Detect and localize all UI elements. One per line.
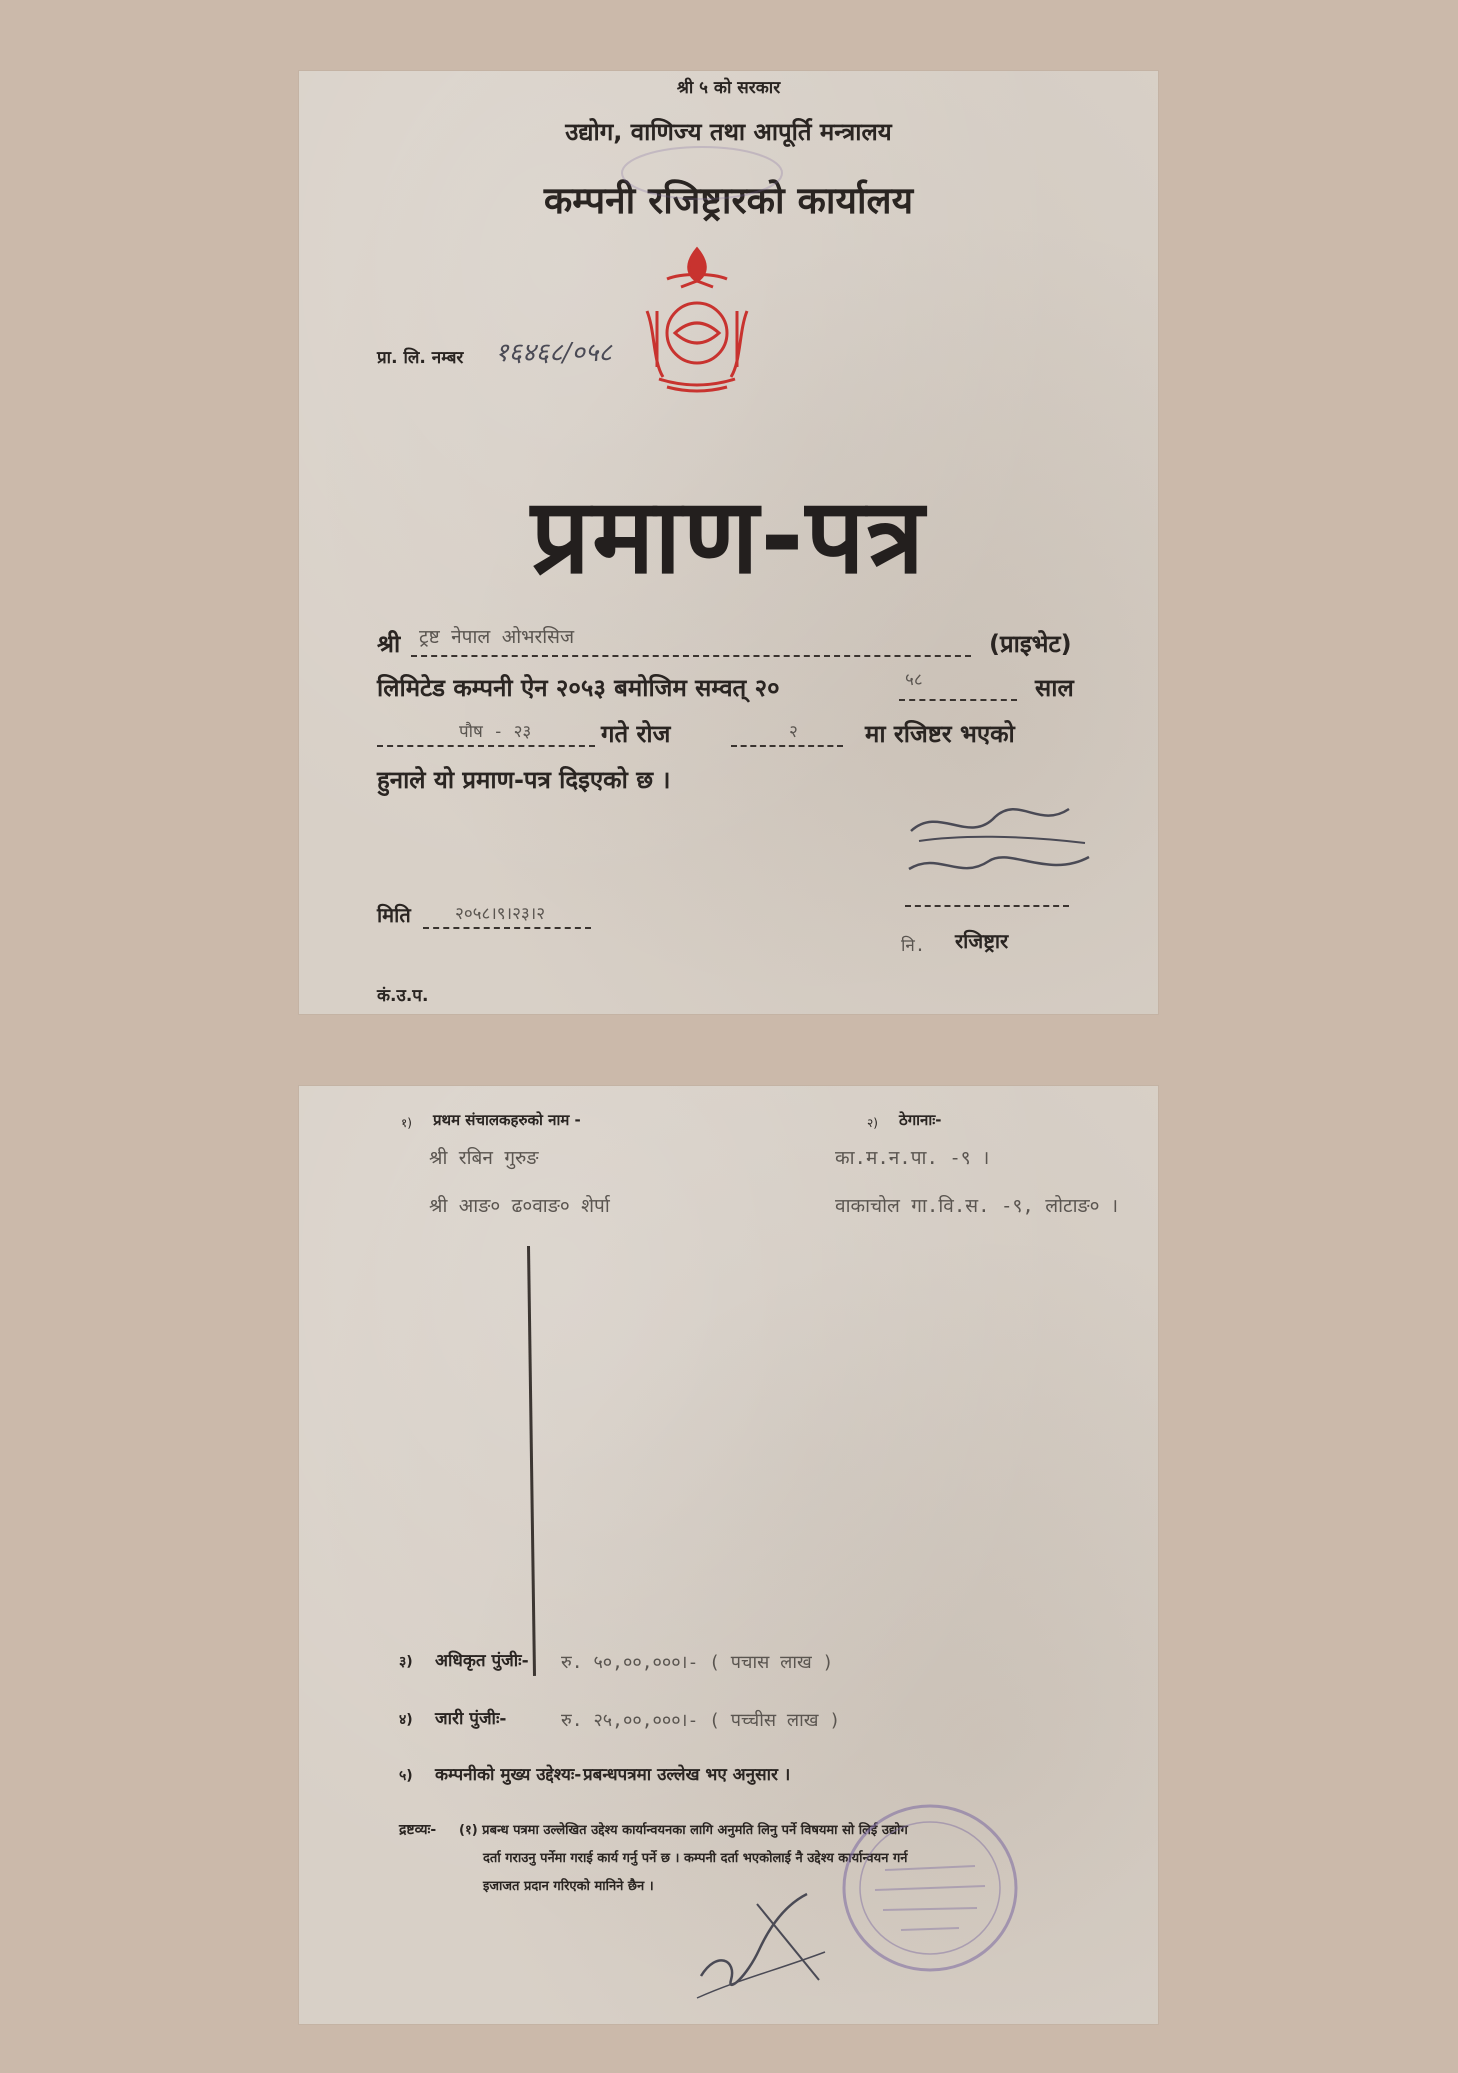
main-objective-value: प्रबन्धपत्रमा उल्लेख भए अनुसार । xyxy=(583,1765,791,1785)
form-code: कं.उ.प. xyxy=(377,986,429,1006)
handwritten-signature-icon xyxy=(687,1880,827,2004)
registrar-label: रजिष्ट्रार xyxy=(955,929,1009,953)
director-address: वाकाचोल गा.वि.स. -९, लोटाङ० । xyxy=(835,1195,1119,1217)
act-text: लिमिटेड कम्पनी ऐन २०५३ बमोजिम सम्वत् २० xyxy=(377,674,780,702)
weekday-value: २ xyxy=(789,722,798,742)
handwritten-margin-line xyxy=(527,1246,536,1676)
ministry-name: उद्योग, वाणिज्य तथा आपूर्ति मन्त्रालय xyxy=(565,118,892,146)
main-objective-label: कम्पनीको मुख्य उद्देश्यः- xyxy=(435,1765,582,1785)
year-value: ५८ xyxy=(905,670,923,690)
authorized-capital-value: रु. ५०,००,०००।- ( पचास लाख ) xyxy=(561,1652,834,1673)
government-line: श्री ५ को सरकार xyxy=(676,78,781,98)
private-label: (प्राइभेट) xyxy=(989,630,1072,658)
registrar-prefix: नि. xyxy=(901,936,926,956)
field-number: ४) xyxy=(399,1712,413,1728)
note-text: इजाजत प्रदान गरिएको मानिने छैन । xyxy=(483,1879,654,1894)
month-day-value: पौष - २३ xyxy=(459,722,532,742)
year-dotted-line xyxy=(899,699,1017,701)
field-number: ३) xyxy=(399,1654,413,1670)
certificate-page xyxy=(299,71,1158,1014)
director-name: श्री रबिन गुरुङ xyxy=(429,1147,539,1169)
national-emblem-icon xyxy=(637,241,757,393)
month-day-dotted-line xyxy=(377,745,595,747)
directors-label: प्रथम संचालकहरुको नाम - xyxy=(433,1111,581,1129)
registration-number-label: प्रा. लि. नम्बर xyxy=(377,348,464,368)
field-number: १) xyxy=(401,1116,412,1130)
registered-text: मा रजिष्टर भएको xyxy=(865,720,1015,748)
field-number: ५) xyxy=(399,1768,413,1784)
certificate-title: प्रमाण-पत्र xyxy=(530,475,927,597)
closing-text: हुनाले यो प्रमाण-पत्र दिइएको छ । xyxy=(377,766,671,794)
director-address: का.म.न.पा. -९ । xyxy=(835,1147,990,1169)
director-name: श्री आङ० ढ०वाङ० शेर्पा xyxy=(429,1195,610,1217)
date-label: मिति xyxy=(377,903,411,927)
issued-capital-label: जारी पुंजीः- xyxy=(435,1709,507,1729)
office-title: कम्पनी रजिष्ट्रारको कार्यालय xyxy=(543,179,914,222)
field-number: २) xyxy=(867,1116,878,1130)
note-label: द्रष्टव्यः- xyxy=(399,1822,437,1838)
details-page xyxy=(299,1086,1158,2024)
registration-number-value: १६४६८/०५८ xyxy=(495,338,612,368)
year-suffix: साल xyxy=(1035,674,1074,702)
registrar-dotted-line xyxy=(905,905,1069,907)
note-text: (१) प्रबन्ध पत्रमा उल्लेखित उद्देश्य कार्यान्वयनका लागि अनुमति लिनु पर्ने विषयमा सो लिई उद्योग xyxy=(459,1823,908,1838)
sri-label: श्री xyxy=(377,630,401,658)
office-stamp-icon xyxy=(835,1790,1025,1980)
date-value: २०५८।९।२३।२ xyxy=(455,904,546,924)
gate-roj-text: गते रोज xyxy=(601,720,671,748)
faded-stamp-icon xyxy=(617,143,787,203)
note-text: दर्ता गराउनु पर्नेमा गराई कार्य गर्नु पर्ने छ । कम्पनी दर्ता भएकोलाई नै उद्देश्य कार्यान्वयन गर्न xyxy=(483,1851,908,1866)
handwritten-signature-icon xyxy=(899,795,1099,895)
weekday-dotted-line xyxy=(731,745,843,747)
company-name-dotted-line xyxy=(411,655,971,657)
issued-capital-value: रु. २५,००,०००।- ( पच्चीस लाख ) xyxy=(561,1710,841,1731)
date-dotted-line xyxy=(423,927,591,929)
company-name-value: ट्रष्ट नेपाल ओभरसिज xyxy=(419,626,575,648)
authorized-capital-label: अधिकृत पुंजीः- xyxy=(435,1651,529,1671)
address-label: ठेगानाः- xyxy=(899,1111,942,1129)
